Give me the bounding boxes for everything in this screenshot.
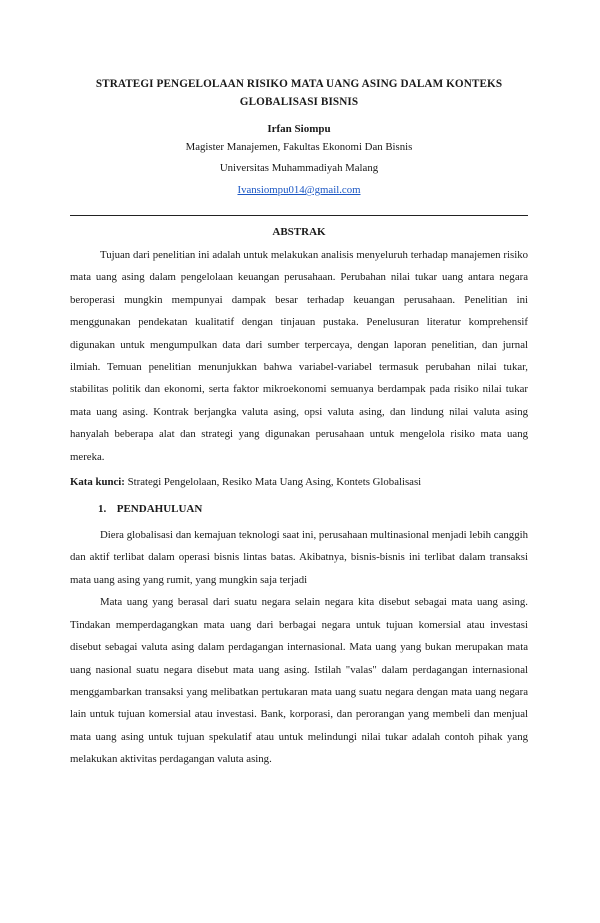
header-divider	[70, 215, 528, 216]
author-email-link[interactable]: Ivansiompu014@gmail.com	[237, 184, 361, 196]
abstract-text: Tujuan dari penelitian ini adalah untuk melakukan analisis menyeluruh terhadap manajemen risiko mata uang asing dalam pengelolaan keuangan perusahaan. Perubahan nilai tukar uang antara negara beroperasi mungkin mempunyai dampak besar terhadap keuangan perusahaan. Penelitian ini menggunakan pendekatan kualitatif dengan tinjauan pustaka. Penelusuran literatur komprehensif digunakan untuk mengumpulkan data dari sumber terpercaya, dengan laporan penelitian, dan jurnal ilmiah. Temuan penelitian menunjukkan bahwa variabel-variabel termasuk perubahan nilai tukar, stabilitas politik dan ekonomi, serta faktor mikroekonomi semuanya berdampak pada risiko nilai tukar mata uang asing. Kontrak berjangka valuta asing, opsi valuta asing, dan lindung nilai valuta asing hanyalah beberapa alat dan strategi yang digunakan perusahaan untuk mengelola risiko mata uang mereka.	[70, 249, 528, 463]
keywords-text: Strategi Pengelolaan, Resiko Mata Uang Asing, Kontets Globalisasi	[124, 476, 422, 489]
introduction-paragraph-2: Mata uang yang berasal dari suatu negara selain negara kita disebut sebagai mata uang asing. Tindakan memperdagangkan mata uang dari berbagai negara untuk tujuan komersial atau investasi disebut sebagai valuta asing dalam perdagangan internasional. Mata uang yang bukan merupakan mata uang nasional suatu negara disebut mata uang asing. Istilah "valas" dalam perdagangan internasional menggambarkan transaksi yang melibatkan pertukaran mata uang suatu negara dengan mata uang negara lain untuk tujuan komersial atau investasi. Bank, korporasi, dan perorangan yang membeli dan menjual mata uang asing untuk tujuan spekulatif atau untuk melindungi nilai tukar adalah contoh pihak yang melakukan aktivitas perdagangan valuta asing.	[70, 596, 528, 766]
title-line-2: GLOBALISASI BISNIS	[239, 96, 359, 108]
paper-title	[70, 75, 528, 111]
title-line-1: STRATEGI PENGELOLAAN RISIKO MATA UANG ASING DALAM KONTEKS	[95, 78, 503, 90]
section-number: 1.	[98, 503, 107, 516]
affiliation-line-1: Magister Manajemen, Fakultas Ekonomi Dan Bisnis	[185, 141, 413, 153]
section-heading-introduction	[70, 500, 528, 518]
introduction-paragraph-1: Diera globalisasi dan kemajuan teknologi saat ini, perusahaan multinasional menjadi lebih canggih dan aktif terlibat dalam operasi bisnis lintas batas. Akibatnya, bisnis-bisnis ini terlibat dalam transaksi mata uang asing yang rumit, yang mungkin saja terjadi	[70, 529, 528, 586]
affiliation-line-2: Universitas Muhammadiyah Malang	[219, 162, 379, 174]
paper-page	[0, 75, 600, 923]
section-title: PENDAHULUAN	[116, 503, 203, 516]
author-name: Irfan Siompu	[267, 123, 331, 135]
keywords-label: Kata kunci:	[70, 476, 125, 489]
keywords	[70, 472, 528, 492]
abstract-heading: ABSTRAK	[272, 226, 326, 238]
